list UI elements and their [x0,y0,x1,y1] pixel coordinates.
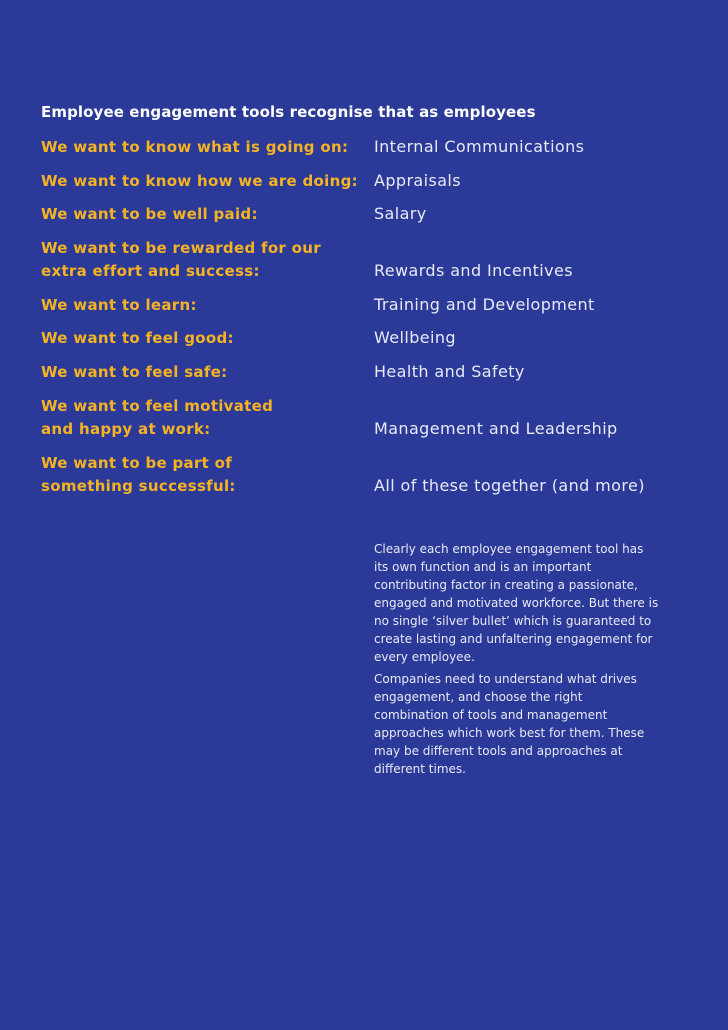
engagement-tool: Salary [374,204,427,223]
want-statement: We want to feel good: [41,329,234,347]
engagement-tool: Health and Safety [374,362,525,381]
want-statement: We want to be rewarded for our [41,239,321,257]
want-statement-continued: and happy at work: [41,420,211,438]
engagement-tool: Management and Leadership [374,419,618,438]
engagement-tool: Rewards and Incentives [374,261,574,280]
page-heading: Employee engagement tools recognise that as employees [41,103,536,121]
want-statement: We want to be part of [41,454,233,472]
engagement-tool: Training and Development [374,295,595,314]
body-paragraph: Companies need to understand what drives engagement, and choose the right combination of tools and management approaches which work best for them. These may be different tools and approaches at different times. [374,672,645,776]
engagement-tool: Internal Communications [374,137,585,156]
want-statement: We want to be well paid: [41,205,258,223]
body-paragraph: Clearly each employee engagement tool has its own function and is an important contributing factor in creating a passionate, engaged and motivated workforce. But there is no single ‘silver bullet’ which is guaranteed to create lasting and unfaltering engagement for every employee. [374,542,659,664]
want-statement-continued: something successful: [41,477,236,495]
want-statement: We want to feel safe: [41,363,228,381]
want-statement: We want to learn: [41,296,197,314]
want-statement: We want to know what is going on: [41,138,349,156]
want-statement: We want to feel motivated [41,397,274,415]
engagement-tool: Wellbeing [374,328,456,347]
want-statement: We want to know how we are doing: [41,172,358,190]
engagement-tool: All of these together (and more) [374,476,645,495]
engagement-tool: Appraisals [374,171,462,190]
want-statement-continued: extra effort and success: [41,262,260,280]
